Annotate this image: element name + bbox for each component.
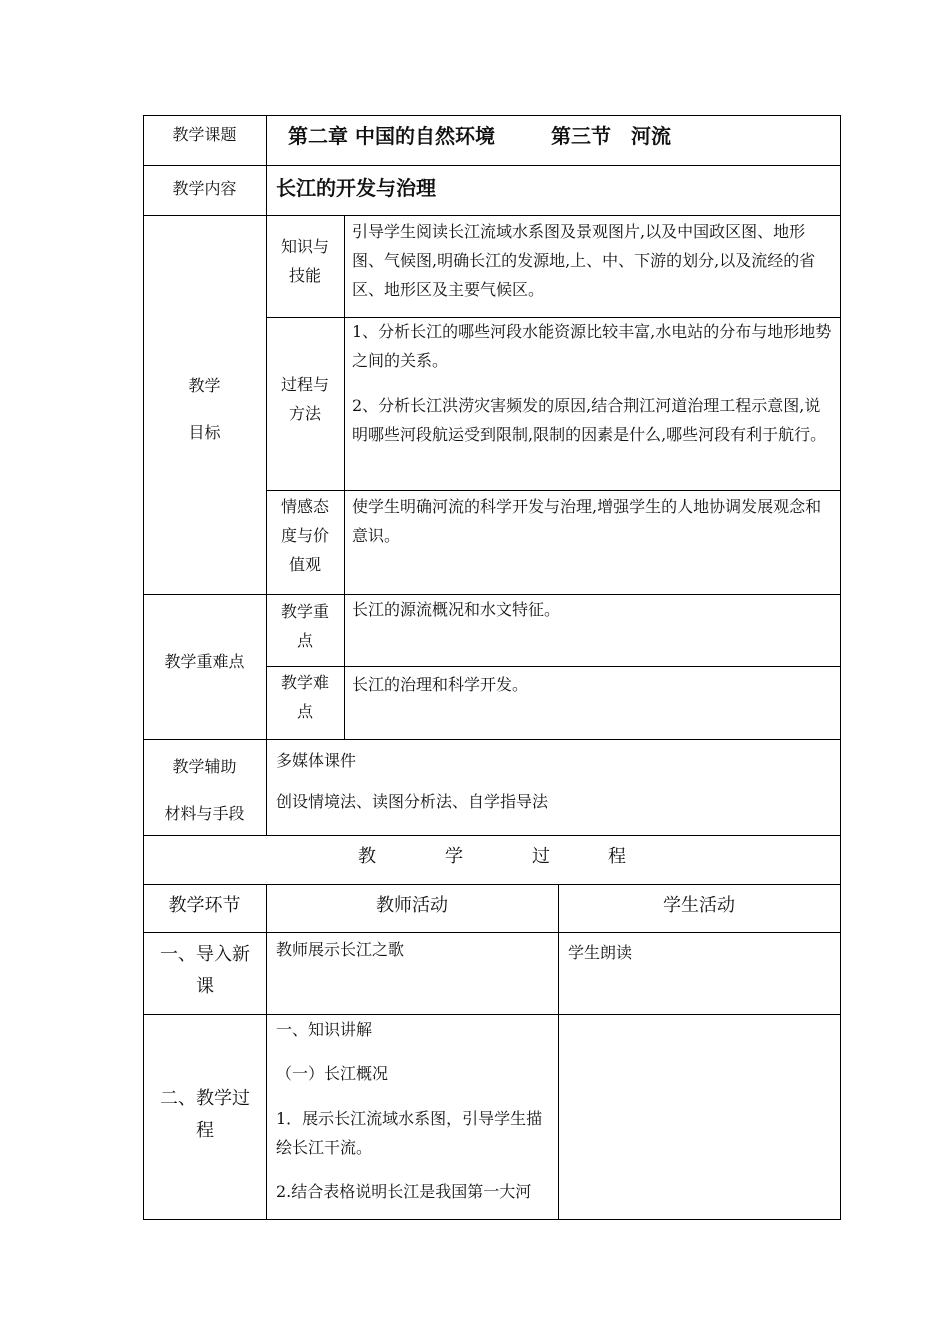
content-title: 长江的开发与治理	[276, 176, 436, 200]
knowledge-text: 引导学生阅读长江流域水系图及景观图片,以及中国政区图、地形图、气候图,明确长江的发源地,上、中、下游的划分,以及流经的省区、地形区及主要气候区。	[352, 222, 816, 299]
difficulty-text: 长江的治理和科学开发。	[352, 675, 529, 694]
table-border	[266, 115, 267, 835]
content-label: 教学内容	[172, 179, 237, 198]
difficulty-label: 教学难点	[280, 673, 329, 721]
objectives-label-line2: 目标	[188, 423, 221, 442]
objectives-label-line1: 教学	[188, 376, 221, 395]
process-title-char: 学	[445, 846, 463, 867]
table-border	[143, 165, 841, 166]
student-activity-intro: 学生朗读	[568, 943, 633, 962]
process-label: 过程与方法	[280, 375, 329, 423]
objectives-label	[143, 362, 266, 456]
aids-label-line1: 教学辅助	[172, 757, 237, 776]
column-header-stage: 教学环节	[168, 895, 241, 916]
process-text-1: 1、分析长江的哪些河段水能资源比较丰富,水电站的分布与地形地势之间的关系。	[352, 322, 832, 370]
process-title	[143, 842, 840, 872]
topic-title	[288, 119, 828, 153]
table-border	[558, 884, 559, 1220]
teacher-activity-item: 一、知识讲解	[276, 1020, 373, 1039]
stage-teaching: 二、教学过程	[160, 1088, 250, 1141]
focus-label: 教学重点	[280, 602, 329, 650]
teacher-activity-item: 2.结合表格说明长江是我国第一大河	[276, 1182, 532, 1201]
table-border	[840, 115, 841, 1220]
aids-label-line2: 材料与手段	[164, 804, 245, 823]
teacher-activity-intro: 教师展示长江之歌	[276, 940, 405, 959]
table-border	[143, 215, 841, 216]
emotion-label: 情感态度与价值观	[280, 497, 329, 574]
stage-intro: 一、导入新课	[160, 944, 250, 997]
focus-text: 长江的源流概况和水文特征。	[352, 600, 561, 619]
aids-line1: 多媒体课件	[276, 751, 357, 770]
topic-label: 教学课题	[172, 125, 237, 144]
table-border	[143, 884, 841, 885]
table-border	[266, 884, 267, 1220]
knowledge-label: 知识与技能	[280, 237, 329, 285]
table-border	[266, 666, 841, 667]
topic-chapter: 第二章 中国的自然环境	[288, 124, 495, 148]
table-border	[344, 215, 345, 739]
aids-line2: 创设情境法、读图分析法、自学指导法	[276, 792, 549, 811]
column-header-student: 学生活动	[663, 895, 735, 916]
key-points-label: 教学重难点	[164, 652, 245, 671]
table-border	[143, 932, 841, 933]
table-border	[143, 1219, 841, 1220]
process-text-2: 2、分析长江洪涝灾害频发的原因,结合荆江河道治理工程示意图,说明哪些河段航运受到限制,限制的因素是什么,哪些河段有利于航行。	[352, 396, 827, 444]
emotion-text: 使学生明确河流的科学开发与治理,增强学生的人地协调发展观念和意识。	[352, 497, 822, 545]
table-border	[143, 739, 841, 740]
teacher-activity-item: 1．展示长江流域水系图，引导学生描绘长江干流。	[276, 1109, 543, 1157]
topic-section: 第三节 河流	[550, 124, 671, 148]
process-title-char: 教	[358, 846, 376, 867]
column-header-teacher: 教师活动	[376, 895, 448, 916]
aids-label	[143, 743, 266, 837]
teacher-activity-item: （一）长江概况	[276, 1064, 389, 1083]
process-title-char: 程	[608, 846, 626, 867]
table-border	[266, 490, 841, 491]
table-border	[143, 115, 841, 116]
process-title-char: 过	[532, 846, 550, 867]
